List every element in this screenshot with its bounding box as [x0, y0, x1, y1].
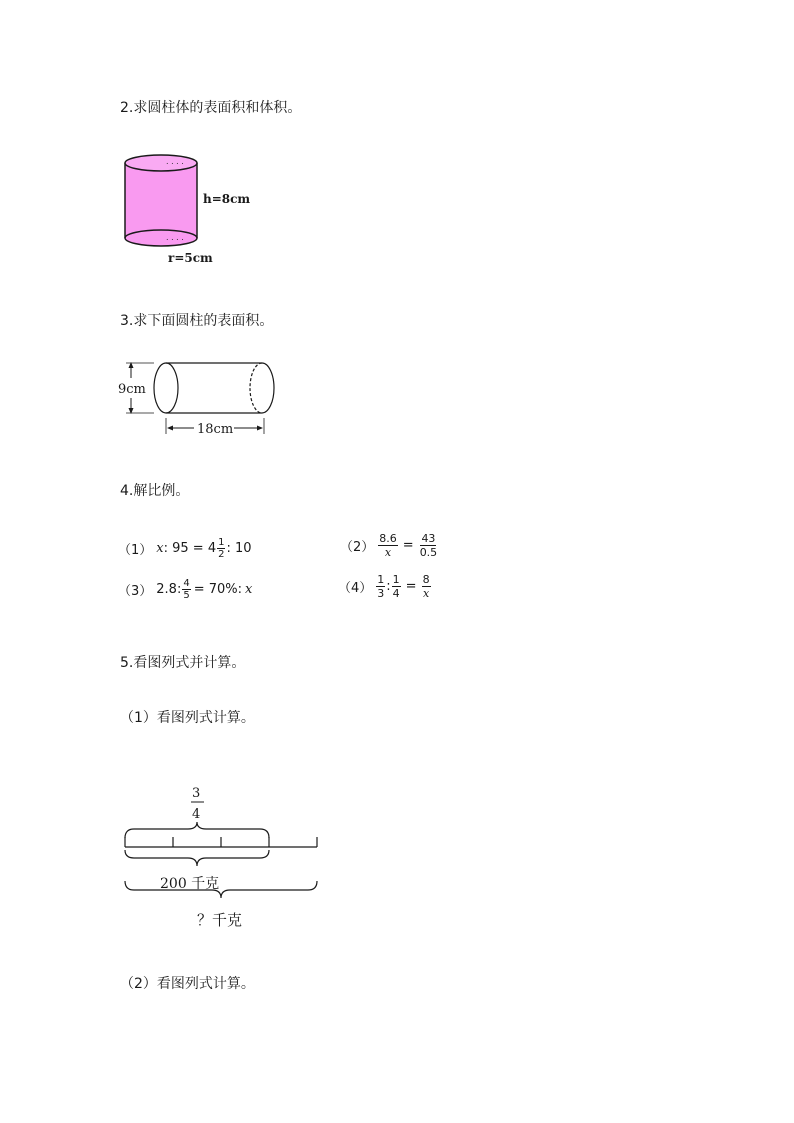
q5-part2: （2）看图列式计算。	[120, 976, 255, 992]
problem-1	[118, 537, 252, 560]
q2-title: 2.求圆柱体的表面积和体积。	[120, 100, 302, 116]
total-weight-label: ？千克	[197, 911, 243, 929]
problem-3	[118, 578, 252, 601]
problem-1-tail: : 10	[226, 541, 252, 556]
problem-3-lead: 2.8:	[156, 582, 182, 597]
problem-1-fraction: $\frac{1}{2}$	[218, 537, 225, 560]
bar-model-diagram	[118, 780, 328, 930]
bottom-radius-dots: . . . .	[166, 233, 184, 242]
top-radius-dots: . . . .	[166, 157, 184, 166]
problem-4-fraction-a: $\frac{1}{3}$	[377, 573, 385, 600]
problem-1-number: （1）	[118, 543, 153, 558]
problem-4	[338, 573, 432, 600]
problem-3-number: （3）	[118, 584, 153, 599]
problem-4-fraction-c: $\frac{8}{x}$	[422, 573, 430, 600]
problem-2-fraction-left: $\frac{8.6}{x}$	[379, 532, 397, 559]
problem-4-colon: :	[386, 579, 391, 594]
problem-2	[340, 532, 439, 559]
cylinder-top	[125, 155, 197, 171]
problem-4-number: （4）	[338, 581, 373, 596]
fraction-denominator: 4	[192, 807, 201, 822]
length-label: 18cm	[197, 422, 234, 437]
problem-1-x: x	[156, 541, 164, 556]
problem-2-number: （2）	[340, 540, 375, 555]
lying-cylinder-figure	[118, 356, 288, 440]
cylinder-body	[125, 163, 197, 238]
diameter-label: 9cm	[118, 382, 146, 397]
problem-3-fraction: $\frac{4}{5}$	[183, 578, 190, 601]
bottom-brace	[125, 881, 317, 898]
fraction-numerator: 3	[192, 786, 201, 801]
problem-4-equals: =	[405, 579, 417, 594]
problem-3-x: x	[245, 582, 253, 597]
q3-title: 3.求下面圆柱的表面积。	[120, 313, 274, 329]
problem-1-expr: : 95 = 4	[163, 541, 217, 556]
mid-weight-label: 200 千克	[160, 876, 220, 892]
top-brace	[125, 822, 269, 838]
radius-label: r=5cm	[168, 251, 213, 265]
height-label: h=8cm	[203, 192, 251, 206]
cylinder-bottom	[125, 230, 197, 246]
q5-part1: （1）看图列式计算。	[120, 710, 255, 726]
problem-4-fraction-b: $\frac{1}{4}$	[392, 573, 400, 600]
q4-title: 4.解比例。	[120, 483, 190, 499]
middle-brace	[125, 850, 269, 866]
problem-3-tail: = 70%:	[193, 582, 243, 597]
q5-title: 5.看图列式并计算。	[120, 655, 246, 671]
problem-2-fraction-right: $\frac{43}{0.5}$	[419, 532, 438, 559]
problem-2-equals: =	[402, 538, 414, 553]
